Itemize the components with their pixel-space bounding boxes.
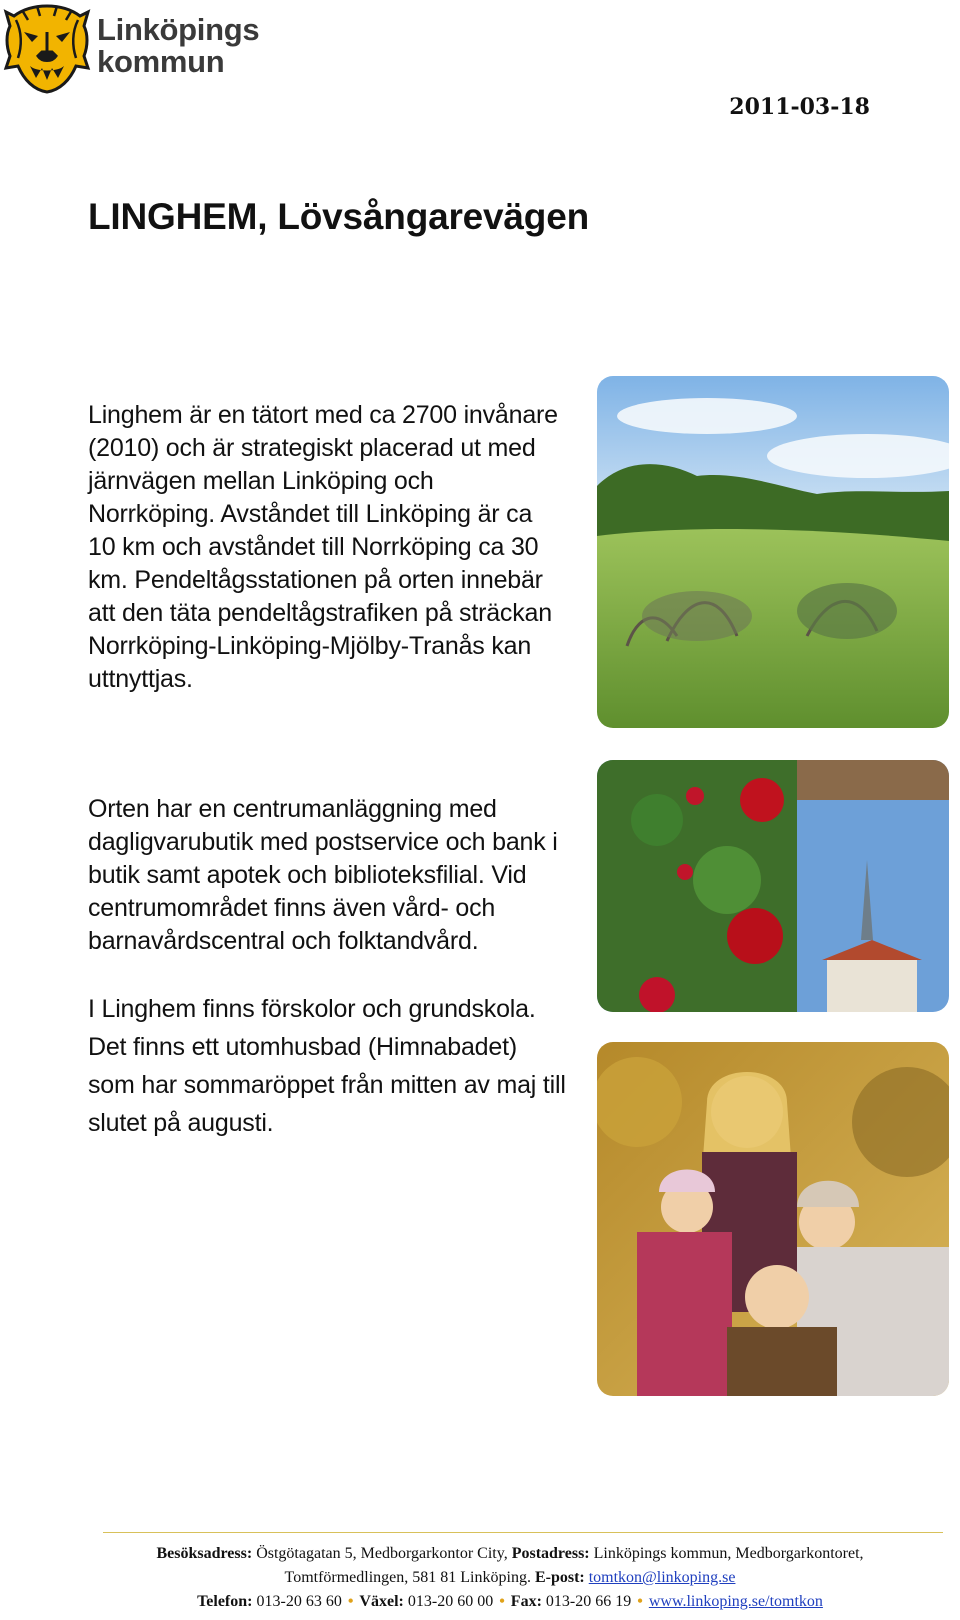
family-photo: [597, 1042, 949, 1396]
lion-head-icon: [2, 2, 92, 94]
footer-divider: [103, 1532, 943, 1533]
brand-logo: [0, 0, 300, 100]
fax-number: 013-20 66 19: [545, 1593, 632, 1610]
brand-name-line1: Linköpings: [97, 12, 260, 47]
document-date: 2011-03-18: [729, 94, 870, 120]
brand-name: [97, 14, 259, 78]
paragraph-services: Orten har en centrumanläggning med dagligvarubutik med postservice och bank i butik samt apotek och biblioteksfilial. Vid centrumområdet finns även vård- och barnavårdscentral och folktandvård.: [88, 795, 558, 955]
footer: [60, 1542, 960, 1614]
phone-number: 013-20 63 60: [256, 1593, 342, 1610]
switchboard-number: 013-20 60 00: [407, 1593, 494, 1610]
switchboard-label: Växel:: [359, 1593, 404, 1610]
separator-dot: •: [637, 1593, 643, 1610]
email-link[interactable]: tomtkon@linkoping.se: [588, 1569, 736, 1586]
postal-address: Linköpings kommun, Medborgarkontoret,: [593, 1545, 864, 1562]
visit-address: Östgötagatan 5, Medborgarkontor City,: [256, 1545, 508, 1562]
separator-dot: •: [499, 1593, 505, 1610]
roses-photo: [597, 760, 949, 1012]
brand-name-line2: kommun: [97, 44, 225, 79]
meadow-photo: [597, 376, 949, 728]
footer-line-2: [60, 1566, 960, 1590]
footer-line-1: [60, 1542, 960, 1566]
postal-address-label: Postadress:: [511, 1545, 590, 1562]
fax-label: Fax:: [510, 1593, 542, 1610]
footer-line-3: [60, 1590, 960, 1614]
email-label: E-post:: [534, 1569, 585, 1586]
visit-address-label: Besöksadress:: [156, 1545, 253, 1562]
phone-label: Telefon:: [197, 1593, 253, 1610]
paragraph-schools: I Linghem finns förskolor och grundskola. Det finns ett utomhusbad (Himnabadet) som har sommaröppet från mitten av maj till slutet på augusti.: [88, 995, 566, 1137]
website-link[interactable]: www.linkoping.se/tomtkon: [648, 1593, 823, 1610]
page-title: LINGHEM, Lövsångarevägen: [88, 196, 589, 237]
separator-dot: •: [347, 1593, 354, 1610]
postal-address-cont: Tomtförmedlingen, 581 81 Linköping.: [284, 1569, 531, 1586]
paragraph-location: Linghem är en tätort med ca 2700 invånare (2010) och är strategiskt placerad ut med järnvägen mellan Linköping och Norrköping. Avståndet till Linköping är ca 10 km och avståndet till Norrköping ca 30 km. Pendeltågsstationen på orten innebär att den täta pendeltågstrafiken på sträckan Norrköping-Linköping-Mjölby-Tranås kan uttnyttjas.: [88, 401, 558, 693]
